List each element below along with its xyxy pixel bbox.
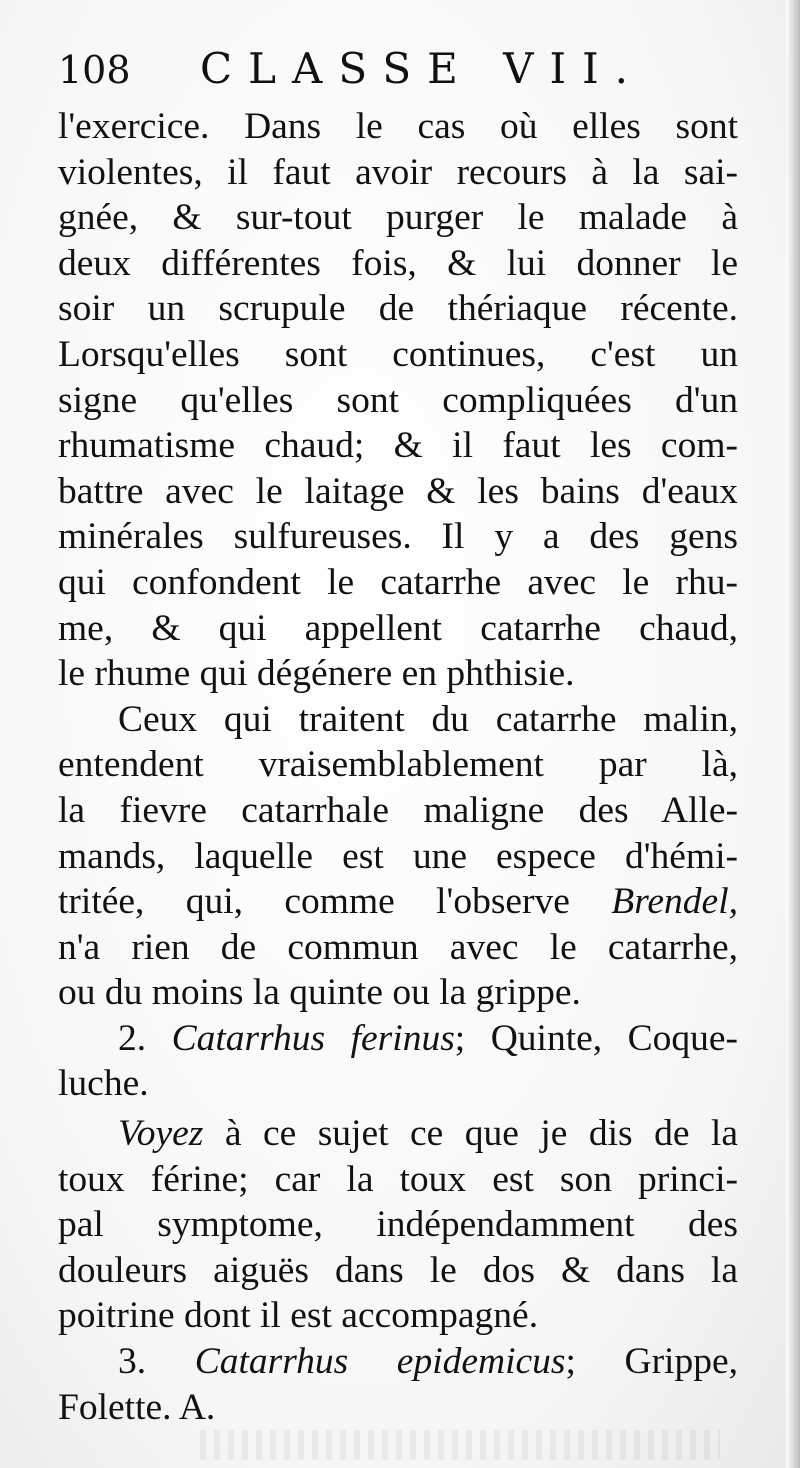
text-line: n'a rien de commun avec le catarrhe, [58, 926, 738, 968]
author-name: Brendel, [611, 881, 738, 923]
text-line: douleurs aiguës dans le dos & dans la [58, 1249, 738, 1291]
text-segment: ; Quinte, Coque- [454, 1017, 738, 1059]
running-title: CLASSE VII. [200, 44, 645, 93]
section-number: 3. [118, 1341, 147, 1383]
text-line [58, 1016, 738, 1062]
paragraph-2 [58, 697, 738, 1016]
text-line: poitrine dont il est accompagné. [58, 1295, 539, 1337]
text-line: toux férine; car la toux est son princi- [58, 1158, 738, 1200]
text-segment: à ce sujet ce que je dis de la [203, 1113, 738, 1155]
text-line: entendent vraisemblablement par là, [58, 744, 738, 786]
text-line: la fievre catarrhale maligne des Alle- [58, 789, 738, 831]
text-line [58, 1111, 738, 1157]
page-edge-shadow [786, 0, 800, 1468]
italic-word: Voyez [118, 1113, 204, 1155]
text-line: rhumatisme chaud; & il faut les com- [58, 425, 738, 467]
text-line [58, 1339, 738, 1385]
section-3-heading [58, 1339, 738, 1430]
text-line: qui confondent le catarrhe avec le rhu- [58, 561, 738, 603]
page-number: 108 [58, 48, 131, 92]
section-2-heading [58, 1016, 738, 1107]
text-line: me, & qui appellent catarrhe chaud, [58, 607, 738, 649]
text-segment: ; Grippe, [565, 1341, 738, 1383]
text-line: battre avec le laitage & les bains d'eaux [58, 470, 738, 512]
latin-name: Catarrhus epidemicus [194, 1341, 566, 1383]
text-line: le rhume qui dégénere en phthisie. [58, 653, 575, 695]
text-line: signe qu'elles sont compliquées d'un [58, 379, 738, 421]
text-line: Lorsqu'elles sont continues, c'est un [58, 333, 738, 375]
page-header [58, 44, 645, 104]
text-line: mands, laquelle est une espece d'hémi- [58, 835, 738, 877]
text-line: Folette. A. [58, 1386, 216, 1428]
text-segment: tritée, qui, comme l'observe [58, 881, 612, 923]
text-line: l'exercice. Dans le cas où elles sont [58, 106, 738, 147]
text-line: ou du moins la quinte ou la grippe. [58, 972, 581, 1014]
text-line: Ceux qui traitent du catarrhe malin, [118, 698, 738, 740]
text-line [58, 879, 738, 925]
bleed-through-texture [200, 1430, 720, 1460]
section-number: 2. [118, 1017, 147, 1059]
paragraph-1 [58, 104, 738, 697]
text-line: luche. [58, 1063, 149, 1105]
text-line: violentes, il faut avoir recours à la sai- [58, 151, 738, 193]
text-line: gnée, & sur-tout purger le malade à [58, 197, 738, 239]
text-line: soir un scrupule de thériaque récente. [58, 288, 738, 330]
body-text [58, 104, 738, 1430]
latin-name: Catarrhus ferinus [171, 1017, 455, 1059]
paragraph-3 [58, 1111, 738, 1339]
text-line: deux différentes fois, & lui donner le [58, 242, 738, 284]
text-line: pal symptome, indépendamment des [58, 1204, 738, 1246]
text-line: minérales sulfureuses. Il y a des gens [58, 516, 738, 558]
